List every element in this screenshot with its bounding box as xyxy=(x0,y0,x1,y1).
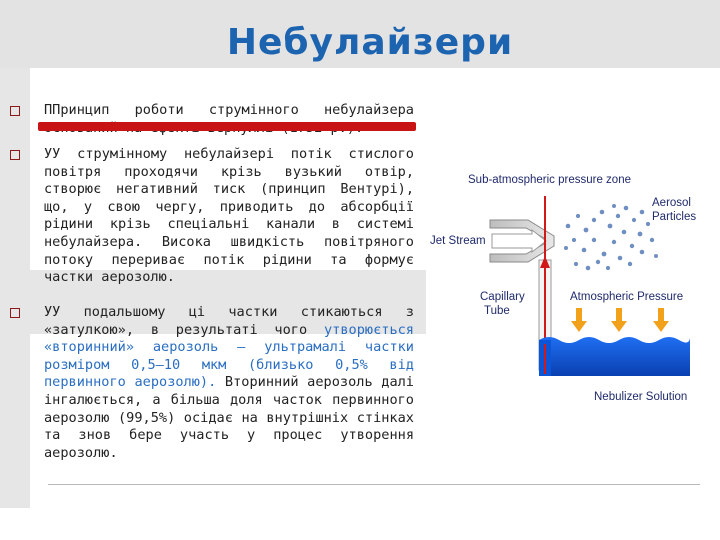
label-capillary-2: Tube xyxy=(484,305,510,317)
label-sub-zone: Sub-atmospheric pressure zone xyxy=(468,174,631,186)
bullet-marker-1 xyxy=(10,106,20,116)
aerosol-particles xyxy=(564,204,658,270)
red-underline-bar xyxy=(38,122,416,131)
label-aerosol-1: Aerosol xyxy=(652,197,691,209)
slide-title: Небулайзери xyxy=(226,22,514,63)
bullet-marker-3 xyxy=(10,308,20,318)
down-arrow-icon xyxy=(653,308,669,332)
label-atmospheric: Atmospheric Pressure xyxy=(570,291,684,303)
nebulizer-diagram xyxy=(428,168,712,408)
label-solution: Nebulizer Solution xyxy=(594,391,688,403)
bullet-marker-2 xyxy=(10,150,20,160)
bullet-text-1: ППринцип роботи струмінного небулайзера xyxy=(44,102,414,118)
bullet-3-highlight: утворюється «вторинний» аерозоль – ультрамалі частки розміром 0,5–10 мкм (близько 0,5% від первинного аерозолю). xyxy=(44,321,414,391)
label-jet-stream: Jet Stream xyxy=(430,235,486,247)
bullet-text-2: УУ струмінному небулайзері потік стислого повітря проходячи крізь вузький отвір, створює негативний тиск (принцип Вентурі), що, у свою чергу, приводить до абсорбції рідини крізь спеціальні канали в системі небулайзера. Висока швидкість повітряного потоку перериває потік рідини та формує частки аерозолю. xyxy=(44,146,414,286)
left-margin-band xyxy=(0,68,30,508)
bullet-3-part-2: Вторинний аерозоль далі інгалюється, а більша доля часток первинного аерозолю (99,5%) осідає на внутрішніх стінках та знов бере участь у процес утворення аерозолю. xyxy=(44,374,414,461)
down-arrow-icon xyxy=(611,308,627,332)
bullet-text-3 xyxy=(44,304,414,462)
bottom-divider xyxy=(48,484,700,485)
label-capillary-1: Capillary xyxy=(480,291,525,303)
pressure-arrows xyxy=(571,308,669,332)
down-arrow-icon xyxy=(571,308,587,332)
nebulizer-solution xyxy=(539,337,690,376)
bullet-3-part-1: УУ подальшому ці частки стикаються з «затулкою», в результаті чого xyxy=(44,304,414,338)
label-aerosol-2: Particles xyxy=(652,211,697,223)
